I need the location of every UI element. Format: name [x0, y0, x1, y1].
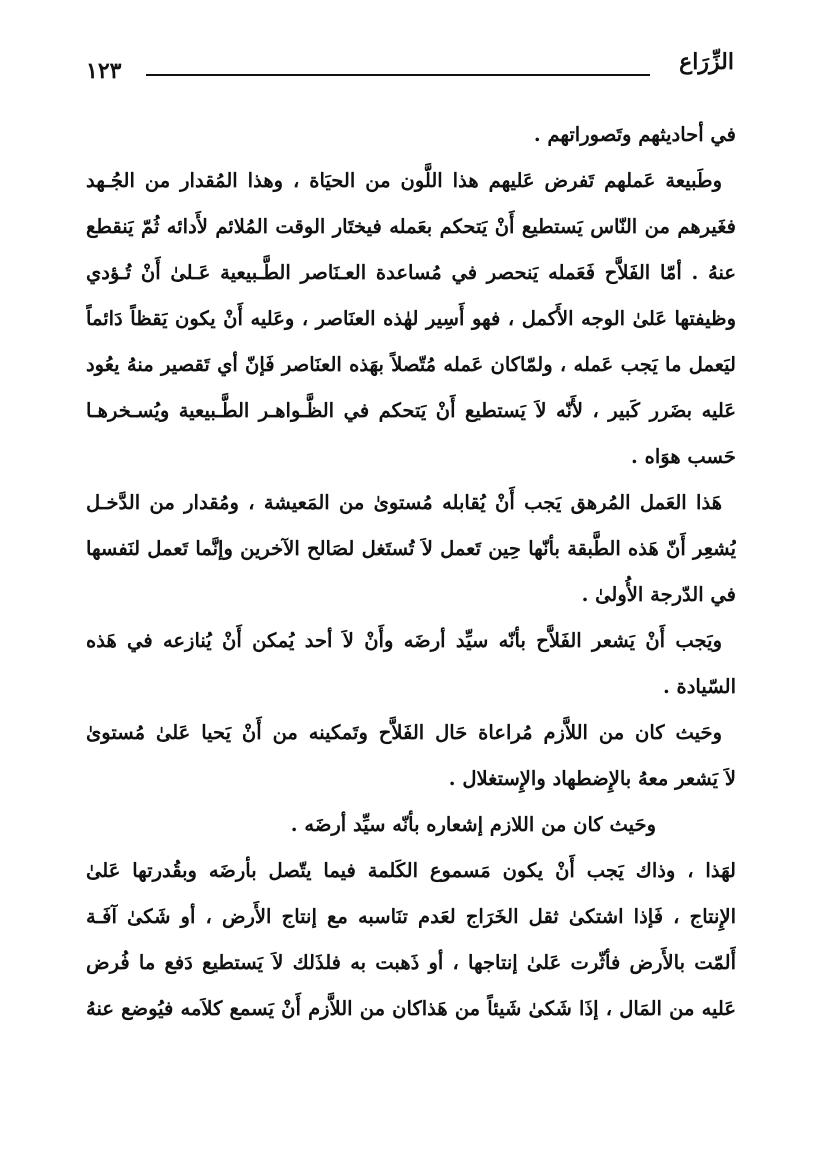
text-line: في أحاديثهم وتَصوراتهم . — [533, 123, 736, 146]
text-line: ويَجب أَنْ يَشعر الفَلاَّح بأنّه سيِّد أرضَه وأَنْ لاَ أحد يُمكن أَنْ يُنازعه في هَذه — [86, 629, 722, 652]
text-line: يُشعِر أَنّ هَذه الطَّبقة بأنّها حِين تَعمل لاَ تُستَغل لصَالح الآخرين وإنَّما تَعمل لنَفسها — [86, 537, 736, 560]
header-rule — [146, 74, 650, 76]
text-line: السّيادة . — [662, 675, 736, 698]
text-line: وحَيث كان من اللاَّزم مُراعاة حَال الفَلاَّح وتَمكينه من أَنْ يَحيا عَلىٰ مُستوىٰ — [86, 721, 722, 744]
text-line: هَذا العَمل المُرهق يَجب أَنْ يُقابله مُستوىٰ من المَعيشة ، ومُقدار من الدَّخـل — [86, 491, 722, 514]
text-line: لهَذا ، وذاك يَجب أَنْ يكون مَسموع الكَلمة فيما يتّصل بأرضَه وبقُدرتها عَلىٰ — [86, 859, 736, 882]
text-line: فغَيرهم من النّاس يَستطيع أَنْ يَتحكم بعَمله فيختَار الوقت المُلائم لأَدائه ثُمّ يَنقطع — [86, 215, 736, 238]
text-line: في الدّرجة الأُولىٰ . — [581, 583, 736, 606]
chapter-title: الزِّرَاع — [679, 49, 734, 75]
text-line: ليَعمل ما يَجب عَمله ، ولمّاكان عَمله مُتّصلاً بهَذه العنَاصر فَإنّ أي تَقصير منهُ يعُود — [86, 353, 736, 376]
body-text — [86, 112, 736, 1032]
text-line: حَسب هوَاه . — [631, 445, 736, 468]
text-line: عَليه من المَال ، إذَا شَكىٰ شَيئاً من هَذاكان من اللاَّزم أَنْ يَسمع كلاَمه فيُوضع عنهُ — [86, 997, 736, 1020]
text-line: وحَيث كان من اللازم إشعاره بأنّه سيِّد أرضَه . — [290, 813, 656, 836]
page-number: ١٢٣ — [86, 58, 122, 84]
text-line: لاَ يَشعر معهُ بالإِضطهاد والإِستغلال . — [448, 767, 736, 790]
running-head — [86, 44, 734, 88]
text-line: وظيفتها عَلىٰ الوجه الأَكمل ، فهو أَسِير لهٰذه العنَاصر ، وعَليه أَنْ يكون يَقظاً دَائماً — [86, 307, 736, 330]
text-line: عَليه بضَرر كَبير ، لأَنّه لاَ يَستطيع أَنْ يَتحكم في الظَّـواهـر الطَّـبيعية ويُسـخرهـا — [86, 399, 736, 422]
text-line: عنهُ . أمّا الفَلاَّح فَعَمله يَنحصر في مُساعدة العـنَاصر الطَّـبيعية عَـلىٰ أَنْ تُـؤدي — [86, 261, 736, 284]
text-line: وطَبيعة عَملهم تَفرض عَليهم هذا اللَّون من الحيَاة ، وهذا المُقدار من الجُـهد — [86, 169, 722, 192]
text-line: أَلمّت بالأَرض فأثّرت عَلىٰ إنتاجها ، أو ذَهبت به فلذَلك لاَ يَستطيع دَفع ما فُرض — [86, 951, 736, 974]
text-line: الإِنتاج ، فَإذا اشتكىٰ ثقل الخَرَاج لعَدم تنَاسبه مع إنتاج الأَرض ، أو شَكىٰ آفَـة — [86, 905, 736, 928]
